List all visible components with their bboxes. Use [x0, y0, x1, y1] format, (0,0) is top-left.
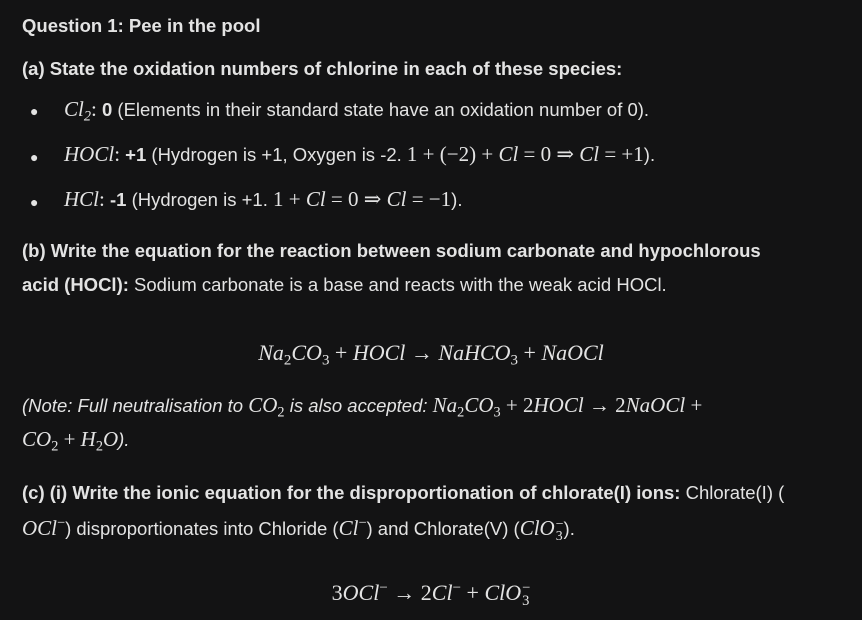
part-c-line1 — [22, 482, 784, 504]
oxidation-value: 0 — [101, 99, 113, 120]
species-hcl: HCl — [64, 187, 100, 211]
species-cl2: $Cl_2$ — [64, 97, 91, 125]
species-hocl: HOCl — [64, 142, 115, 166]
bullet-icon: ● — [30, 149, 39, 165]
list-item-hcl: HCl: -1 (Hydrogen is +1. 1 + Cl = 0 ⇒ Cl = −1). — [64, 187, 463, 211]
part-c-body-mid2: ) and Chlorate(V) ( — [366, 517, 520, 539]
note-line1: (Note: Full neutralisation to $CO_2$ is also accepted: $Na_2CO_3$ + 2HOCl → 2NaOCl + — [22, 393, 703, 421]
part-c-line2: OCl−) disproportionates into Chloride (Cl−) and Chlorate(V) (ClO − 3 ). — [22, 515, 575, 544]
part-b-body: Sodium carbonate is a base and reacts with the weak acid HOCl. — [134, 274, 667, 295]
list-item-hocl: HOCl: +1 (Hydrogen is +1, Oxygen is -2. 1 + (−2) + Cl = 0 ⇒ Cl = +1). — [64, 142, 656, 166]
explanation-end: ). — [451, 189, 463, 210]
note-line2: $CO_2 + H_2O$). — [22, 427, 130, 455]
part-c-heading: (c) (i) Write the ionic equation for the disproportionation of chlorate(I) ions: — [22, 482, 681, 503]
part-c-body-mid: ) disproportionates into Chloride ( — [65, 517, 339, 539]
note-text: (Note: Full neutralisation to — [22, 395, 244, 416]
list-item-cl2: $Cl_2$: 0 (Elements in their standard state have an oxidation number of 0). — [64, 97, 650, 125]
part-c-body-end: ). — [563, 517, 575, 539]
bullet-icon: ● — [30, 194, 39, 210]
part-a-heading: (a) State the oxidation numbers of chlorine in each of these species: — [22, 58, 623, 79]
bullet-icon: ● — [30, 103, 39, 119]
question-title: Question 1: Pee in the pool — [22, 15, 261, 36]
part-c-body-start: Chlorate(I) ( — [685, 482, 785, 503]
equation-b: $Na_2CO_3$ + HOCl → NaHCO$_3$ + NaOCl — [258, 340, 604, 369]
oxidation-value: +1 — [125, 144, 147, 165]
part-b-heading-line1: (b) Write the equation for the reaction between sodium carbonate and hypochlorous — [22, 240, 761, 261]
part-b-heading-line2 — [22, 274, 667, 296]
part-b-heading-bold: acid (HOCl): — [22, 274, 129, 295]
math-expression: 1 + (−2) + Cl = 0 ⇒ Cl = +1 — [406, 142, 644, 166]
math-expression: 1 + Cl = 0 ⇒ Cl = −1 — [272, 187, 452, 211]
explanation: (Hydrogen is +1. — [131, 189, 268, 210]
explanation: (Hydrogen is +1, Oxygen is -2. — [151, 144, 402, 165]
oxidation-value: -1 — [110, 189, 127, 210]
note-end: ). — [118, 429, 130, 450]
equation-c: 3OCl− → 2Cl− + ClO − 3 — [331, 580, 531, 610]
explanation-end: ). — [643, 144, 656, 165]
note-text2: is also accepted: — [289, 395, 428, 416]
explanation: (Elements in their standard state have an oxidation number of 0). — [117, 99, 650, 120]
